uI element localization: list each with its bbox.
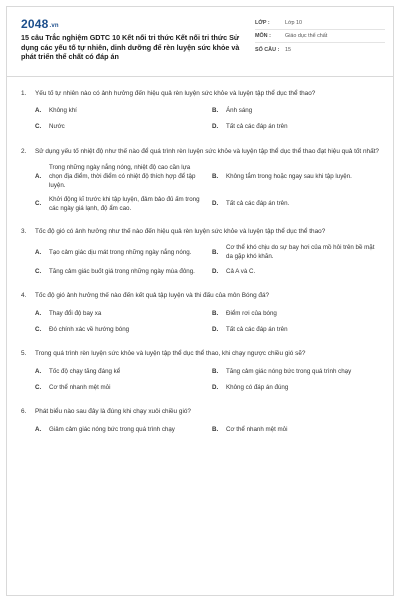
meta-row-subject	[255, 30, 385, 43]
meta-key: LỚP :	[255, 20, 270, 26]
option-letter: A.	[35, 425, 42, 433]
option-text: Thay đổi độ bay xa	[49, 309, 102, 317]
question-5	[21, 349, 383, 393]
option-letter: C.	[35, 123, 42, 131]
option-text: Không khí	[49, 107, 77, 115]
option-a[interactable]	[35, 163, 206, 191]
question-number: 6.	[21, 408, 27, 416]
document-title: 15 câu Trắc nghiệm GDTC 10 Kết nối tri thức Kết nối tri thức Sử dụng các yếu tố tự nhiên, dinh dưỡng để rèn luyện sức khỏe và phát triển thể chất có đáp án	[21, 33, 240, 62]
meta-table	[255, 17, 385, 56]
meta-value: Giáo dục thể chất	[285, 33, 328, 39]
option-letter: C.	[35, 200, 42, 208]
question-number: 4.	[21, 292, 27, 300]
option-letter: C.	[35, 267, 42, 275]
question-number: 3.	[21, 228, 27, 236]
option-a[interactable]	[35, 365, 206, 377]
option-text: Không có đáp án đúng	[226, 383, 289, 391]
option-c[interactable]	[35, 381, 206, 393]
option-b[interactable]	[212, 243, 383, 261]
option-list	[35, 243, 383, 277]
option-list	[35, 163, 383, 213]
meta-row-class	[255, 17, 385, 30]
option-b[interactable]	[212, 365, 383, 377]
option-letter: A.	[35, 107, 42, 115]
document-page	[6, 6, 394, 596]
question-body: Yếu tố tự nhiên nào có ảnh hưởng đến hiệu quả rèn luyện sức khỏe và luyện tập thể dục thể thao?	[35, 90, 316, 97]
option-letter: B.	[212, 425, 219, 433]
option-d[interactable]	[212, 323, 383, 335]
site-logo[interactable]	[21, 17, 59, 31]
option-text: Cơ thể khó chịu do sự bay hơi của mồ hôi trên bề mặt da gặp khó khăn.	[226, 244, 375, 261]
option-a[interactable]	[35, 243, 206, 261]
meta-key: SỐ CÂU :	[255, 46, 280, 53]
option-text: Tất cả các đáp án trên.	[226, 200, 290, 208]
option-d[interactable]	[212, 121, 383, 133]
option-letter: A.	[35, 173, 42, 181]
meta-row-count	[255, 43, 385, 56]
question-list	[21, 89, 383, 449]
option-letter: D.	[212, 383, 219, 391]
option-text: Cơ thể nhanh mệt mỏi	[49, 383, 111, 391]
meta-value: Lớp 10	[285, 20, 303, 26]
option-list	[35, 307, 383, 335]
option-c[interactable]	[35, 195, 206, 213]
option-letter: B.	[212, 367, 219, 375]
question-4	[21, 291, 383, 335]
meta-key: MÔN :	[255, 33, 271, 39]
option-text: Đó chính xác về hướng bóng	[49, 325, 130, 333]
logo-domain: .vn	[49, 23, 59, 29]
option-list	[35, 365, 383, 393]
option-c[interactable]	[35, 121, 206, 133]
option-d[interactable]	[212, 195, 383, 213]
option-letter: B.	[212, 248, 219, 256]
option-list	[35, 423, 383, 435]
option-b[interactable]	[212, 307, 383, 319]
option-d[interactable]	[212, 265, 383, 277]
question-2	[21, 147, 383, 213]
option-d[interactable]	[212, 381, 383, 393]
option-a[interactable]	[35, 423, 206, 435]
option-text: Khởi động kĩ trước khi tập luyện, đảm bảo đủ ấm trong các ngày giá lạnh, độ ẩm cao.	[49, 195, 200, 212]
option-b[interactable]	[212, 105, 383, 117]
option-letter: D.	[212, 325, 219, 333]
question-body: Trong quá trình rèn luyện sức khỏe và luyện tập thể dục thể thao, khi chạy ngược chiều gió sẽ?	[35, 350, 306, 358]
option-text: Tất cả các đáp án trên	[226, 325, 288, 333]
question-text	[21, 291, 383, 301]
option-text: Tốc độ chạy tăng đáng kể	[49, 367, 121, 375]
question-number: 5.	[21, 350, 27, 358]
option-letter: C.	[35, 383, 42, 391]
question-3	[21, 227, 383, 277]
option-a[interactable]	[35, 105, 206, 117]
question-number: 1.	[21, 90, 27, 97]
option-b[interactable]	[212, 423, 383, 435]
option-text: Điểm rơi của bóng	[226, 309, 277, 317]
option-letter: B.	[212, 173, 219, 181]
question-body: Tốc độ gió ảnh hưởng thế nào đến kết quả tập luyện và thi đấu của môn Bóng đá?	[35, 292, 270, 300]
option-text: Ánh sáng	[226, 107, 253, 115]
question-1	[21, 89, 383, 133]
option-letter: D.	[212, 123, 219, 131]
option-a[interactable]	[35, 307, 206, 319]
question-text	[21, 227, 383, 237]
question-text	[21, 89, 383, 99]
question-body: Phát biểu nào sau đây là đúng khi chạy xuôi chiều gió?	[35, 408, 191, 416]
document-header	[7, 7, 393, 77]
option-letter: C.	[35, 325, 42, 333]
option-text: Tạo cảm giác dịu mát trong những ngày nắng nóng.	[49, 248, 192, 256]
option-c[interactable]	[35, 323, 206, 335]
logo-text: 2048	[21, 17, 49, 31]
option-text: Giảm cảm giác nóng bức trong quá trình chạy	[49, 425, 175, 433]
option-text: Trong những ngày nắng nóng, nhiệt độ cao cần lựa chọn địa điểm, thời điểm có nhiệt độ thích hợp để tập luyện.	[49, 164, 196, 190]
meta-value: 15	[285, 46, 291, 53]
question-body: Sử dụng yếu tố nhiệt độ như thế nào để quá trình rèn luyện sức khỏe và luyện tập thể dục thể thao đạt hiệu quả tốt nhất?	[35, 148, 379, 155]
option-text: Nước	[49, 123, 65, 131]
option-text: Cả A và C.	[226, 267, 256, 275]
option-letter: B.	[212, 107, 219, 115]
question-number: 2.	[21, 148, 27, 155]
question-body: Tốc độ gió có ảnh hưởng như thế nào đến hiệu quả rèn luyện sức khỏe và luyện tập thể dục thể thao?	[35, 228, 326, 236]
option-letter: D.	[212, 267, 219, 275]
option-letter: D.	[212, 200, 219, 208]
option-b[interactable]	[212, 163, 383, 191]
question-text	[21, 349, 383, 359]
option-letter: A.	[35, 248, 42, 256]
option-letter: A.	[35, 309, 42, 317]
option-letter: A.	[35, 367, 42, 375]
option-text: Tăng cảm giác buốt giá trong những ngày mùa đông.	[49, 267, 195, 275]
option-letter: B.	[212, 309, 219, 317]
option-text: Không tắm trong hoặc ngay sau khi tập luyện.	[226, 173, 352, 181]
option-text: Tất cả các đáp án trên	[226, 123, 288, 131]
question-text	[21, 147, 383, 157]
question-text	[21, 407, 383, 417]
question-6	[21, 407, 383, 435]
option-c[interactable]	[35, 265, 206, 277]
option-list	[35, 105, 383, 133]
option-text: Cơ thể nhanh mệt mỏi	[226, 425, 288, 433]
option-text: Tăng cảm giác nóng bức trong quá trình chạy	[226, 367, 352, 375]
